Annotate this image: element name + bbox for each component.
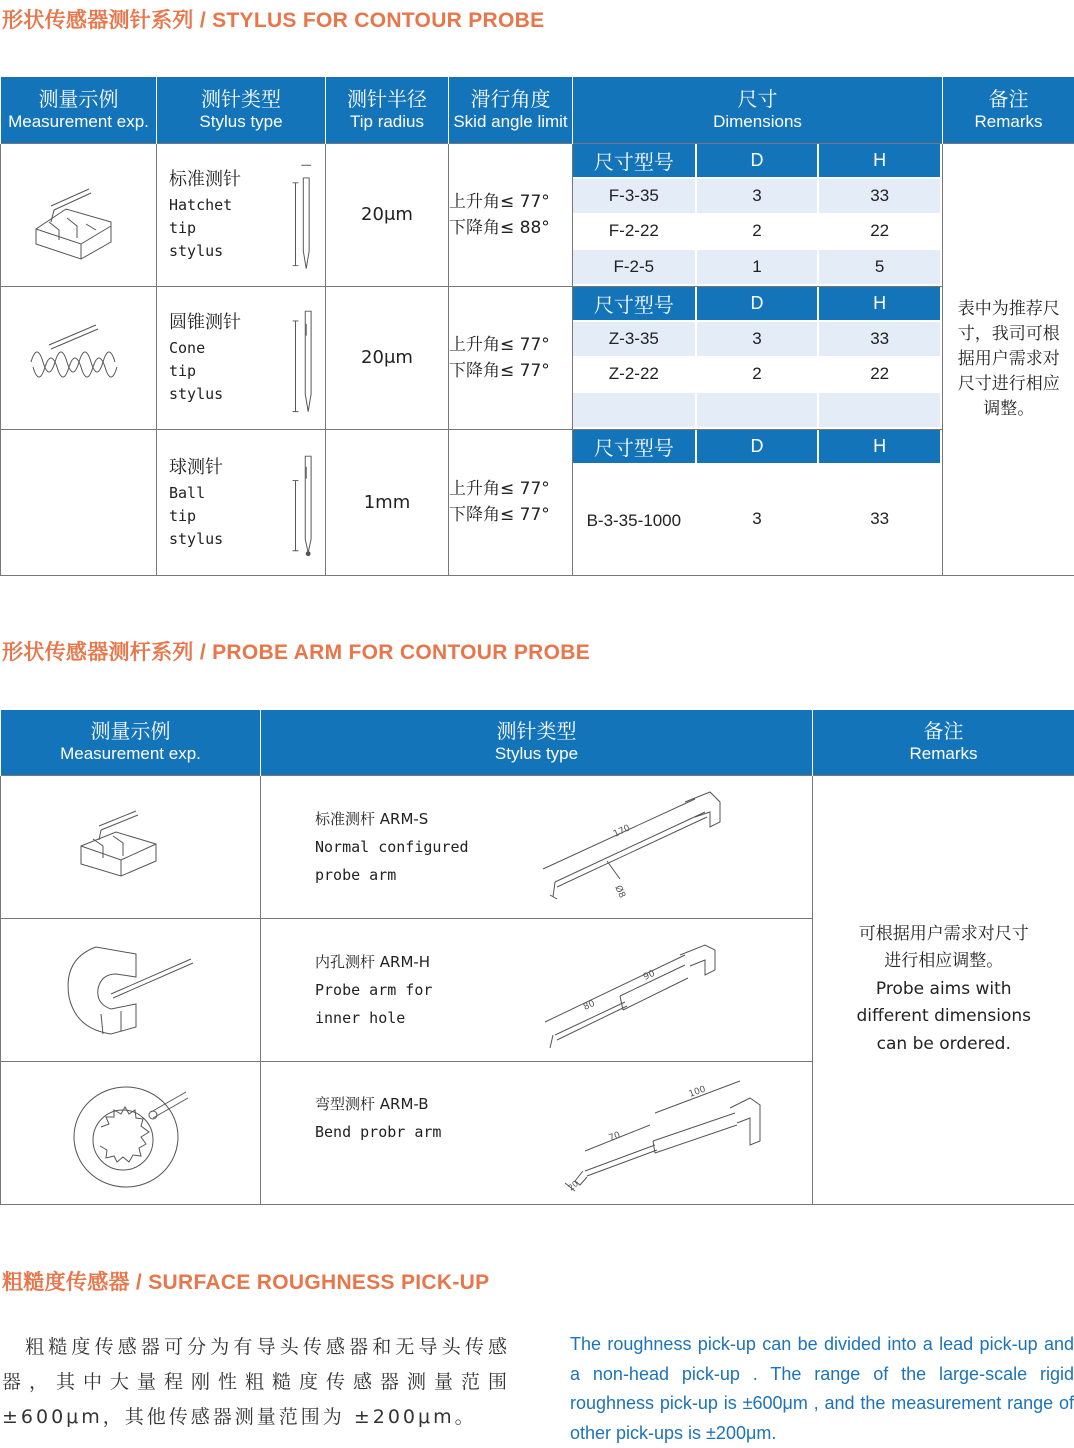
table-row <box>1 143 1074 286</box>
measurement-illustration-arm-h <box>1 918 261 1061</box>
svg-text:100: 100 <box>688 1084 708 1099</box>
section-title-stylus: 形状传感器测针系列 / STYLUS FOR CONTOUR PROBE <box>2 4 544 34</box>
stylus-type-ball: 球测针 Ball tip stylus <box>157 429 326 576</box>
skid-angle: 上升角≤ 77° 下降角≤ 77° <box>449 286 573 429</box>
header-stylus-type: 测针类型 Stylus type <box>261 710 813 775</box>
svg-text:80: 80 <box>582 998 597 1012</box>
skid-angle: 上升角≤ 77° 下降角≤ 88° <box>449 143 573 286</box>
remarks-stylus: 表中为推荐尺 寸，我司可根 据用户需求对 尺寸进行相应 调整。 <box>943 143 1074 576</box>
skid-angle: 上升角≤ 77° 下降角≤ 77° <box>449 429 573 576</box>
arm-type-s: 标准测杆 ARM-S Normal configured probe arm 170 Ø8 <box>261 775 813 918</box>
measurement-illustration-cone <box>1 286 157 429</box>
ball-stylus-drawing <box>276 440 325 565</box>
arm-type-b: 弯型测杆 ARM-B Bend probr arm 100 70 20 <box>261 1061 813 1204</box>
section-title-roughness: 粗糙度传感器 / SURFACE ROUGHNESS PICK-UP <box>2 1266 489 1296</box>
table-row <box>1 286 1074 429</box>
stylus-type-cone: 圆锥测针 Cone tip stylus <box>157 286 326 429</box>
arm-type-h: 内孔测杆 ARM-H Probe arm for inner hole 80 90 <box>261 918 813 1061</box>
header-tip-radius: 测针半径 Tip radius <box>326 77 449 143</box>
header-measurement: 测量示例 Measurement exp. <box>1 77 157 143</box>
arm-b-drawing <box>525 1073 775 1193</box>
measurement-illustration-arm-b <box>1 1061 261 1204</box>
svg-text:170: 170 <box>612 823 632 839</box>
table-row <box>1 775 1074 918</box>
header-dimensions: 尺寸 Dimensions <box>573 77 943 143</box>
hatchet-stylus-drawing <box>276 152 325 277</box>
tip-radius-value: 20μm <box>326 143 449 286</box>
tip-radius-value: 20μm <box>326 286 449 429</box>
header-measurement: 测量示例 Measurement exp. <box>1 710 261 775</box>
svg-text:Ø8: Ø8 <box>612 883 627 900</box>
svg-text:20: 20 <box>567 1179 581 1192</box>
svg-text:70: 70 <box>608 1130 622 1143</box>
roughness-description-zh: 粗糙度传感器可分为有导头传感器和无导头传感器，其中大量程刚性粗糙度传感器测量范围±600μm，其他传感器测量范围为 ±200μm。 <box>2 1330 510 1435</box>
probe-arm-table <box>0 710 1074 1205</box>
section-title-probe-arm: 形状传感器测杆系列 / PROBE ARM FOR CONTOUR PROBE <box>2 636 590 666</box>
header-remarks: 备注 Remarks <box>943 77 1074 143</box>
cone-stylus-drawing <box>276 295 325 420</box>
measurement-illustration-arm-s <box>1 775 261 918</box>
arm-s-drawing <box>525 787 745 907</box>
dimensions-block: 尺寸型号 D H F-3-35 3 33 F-2-22 2 22 F-2-5 1 5 <box>573 143 943 286</box>
remarks-probe-arm: 可根据用户需求对尺寸 进行相应调整。 Probe aims with different dimensions can be ordered. <box>813 775 1074 1204</box>
measurement-illustration-ball <box>1 429 157 576</box>
roughness-description-en: The roughness pick-up can be divided into a lead pick-up and a non-head pick-up . The range of the large-scale rigid roughness pick-up is ±600μm , and the measurement range of other pick-ups is ±200μm. <box>570 1330 1074 1448</box>
header-stylus-type: 测针类型 Stylus type <box>157 77 326 143</box>
stylus-type-hatchet: 标准测针 Hatchet tip stylus <box>157 143 326 286</box>
svg-text:90: 90 <box>642 968 657 982</box>
header-remarks: 备注 Remarks <box>813 710 1074 775</box>
tip-radius-value: 1mm <box>326 429 449 576</box>
table-row <box>1 429 1074 576</box>
header-skid-angle: 滑行角度 Skid angle limit <box>449 77 573 143</box>
dimensions-block: 尺寸型号 D H B-3-35-1000 3 33 <box>573 429 943 576</box>
arm-h-drawing <box>525 930 745 1050</box>
stylus-table <box>0 77 1074 576</box>
measurement-illustration-hatchet <box>1 143 157 286</box>
dimensions-block: 尺寸型号 D H Z-3-35 3 33 Z-2-22 2 22 <box>573 286 943 429</box>
